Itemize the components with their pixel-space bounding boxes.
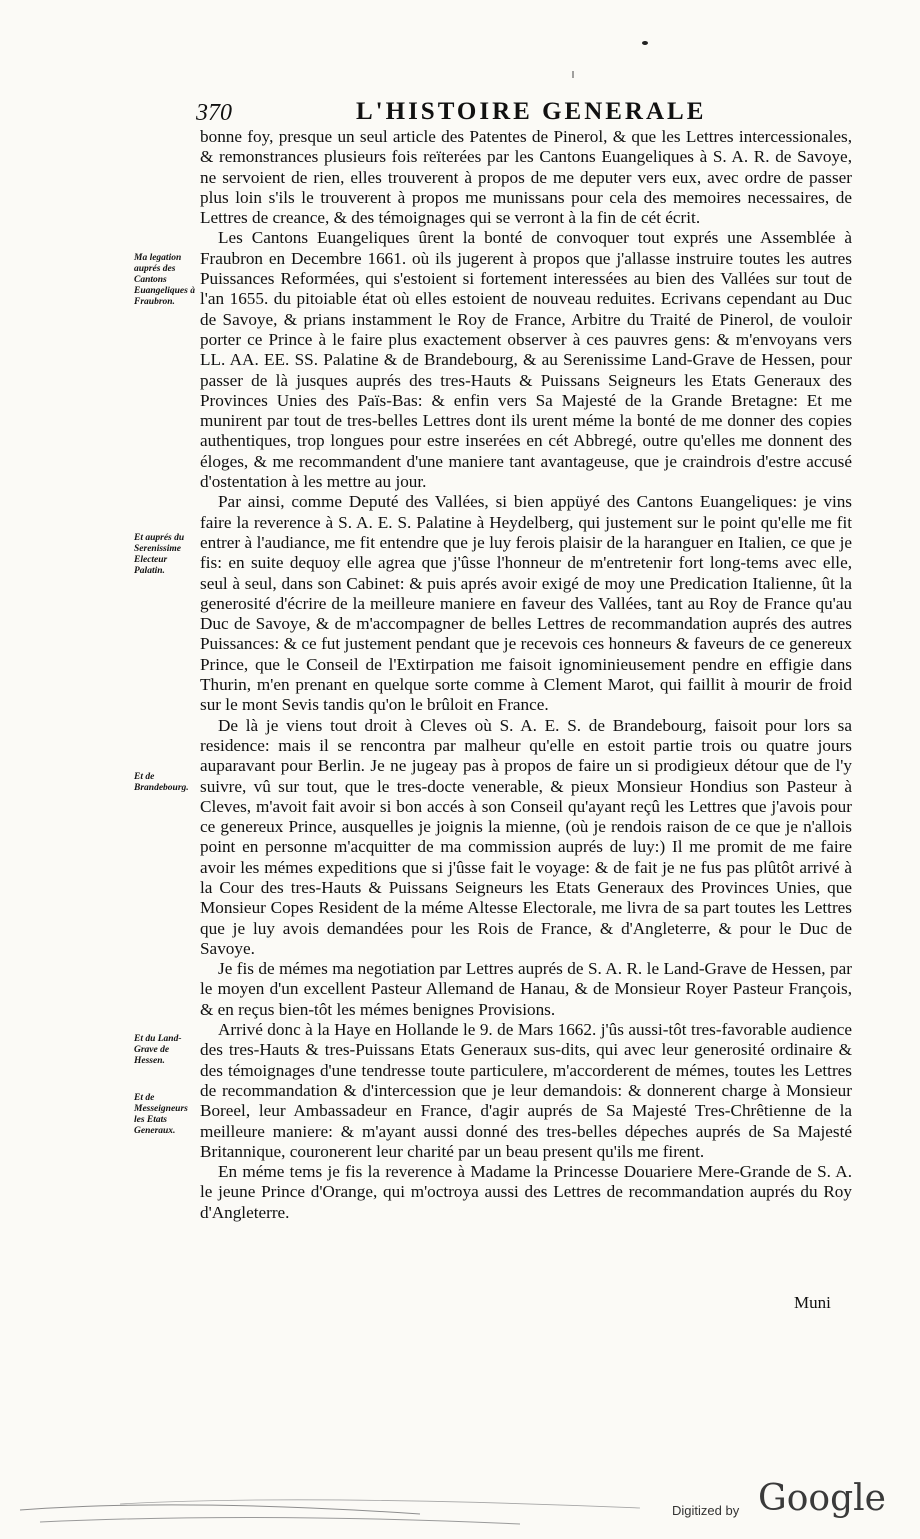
paragraph-1: bonne foy, presque un seul article des Patentes de Pinerol, & que les Lettres intercessionales, & remonstrances plusieurs fois reïterées par les Cantons Euangeliques à S. A. R. de Savoyе, ne servoient de rien, elles trouverent à propos de me deputer vers eux, avec ordre de passer plus loin s'ils le trouverent à propos me munissans pour cela des memoires necessaires, de Lettres de creance, & des témoignages qui se verront à la fin de cét écrit.: [200, 127, 852, 228]
paragraph-2: Les Cantons Euangeliques ûrent la bonté de convoquer tout exprés une Assemblée à Fraubron en Decembre 1661. où ils jugerent à propos que j'allasse instruire toutes les autres Puissances Reformées, qui s'estoient si fortement interessées au bien des Vallées sur tout de l'an 1655. du pitoiable état où elles estoient de nouveau reduites. Ecrivans cependant au Duc de Savoye, & prians instamment le Roy de France, Arbitre du Traité de Pinerol, de vouloir porter ce Prince à le faire plus exactement observer à ces pauvres gens: & m'envoyans vers LL. AA. EE. SS. Palatine & de Brandebourg, & au Serenissime Land-Grave de Hessen, pour passer de là jusques auprés des tres-Hauts & Puissans Seigneurs les Etats Generaux des Provinces Unies des Païs-Bas: & enfin vers Sa Majesté de la Grande Bretagne: Et me munirent par tout de tres-belles Lettres dont ils urent méme la bonté de me donner des copies authentiques, trop longues pour estre inserées en cét Abbregé, outre qu'elles me donnent des éloges, & me recommandent d'une maniere tant avantageuse, que je craindrois d'estre accusé d'ostentation à les mettre au jour.: [200, 228, 852, 492]
page-header: [196, 98, 856, 130]
paragraph-7: En méme tems je fis la reverence à Madame la Princesse Douariere Mere-Grande de S. A. le jeune Prince d'Orange, qui m'octroya aussi des Lettres de recommandation auprés du Roy d'Angleterre.: [200, 1162, 852, 1222]
paragraph-3: Par ainsi, comme Deputé des Vallées, si bien appüyé des Cantons Euangeliques: je vins faire la reverence à S. A. E. S. Palatine à Heydelberg, qui justement sur le point qu'elle me fit entrer à l'audiance, me fit entendre que je luy ferois plaisir de la haranguer en Italien, ce que je fis: en suite dequoy elle agrea que j'ûsse l'honneur de m'entretenir fort long-tems avec elle, seul à seul, dans son Cabinet: & puis aprés avoir exigé de moy une Predication Italienne, ût la generosité d'écrire de la meilleure maniere en faveur des Vallées, tant au Roy de France qu'au Duc de Savoye, & de m'accompagner de belles Lettres de recommandation auprés des autres Puissances: & ce fut justement pendant que je recevois ces honneurs & faveurs de ce genereux Prince, que le Conseil de l'Extirpation me faisoit ignominieusement pendre en effigie dans Thurin, m'en prenant en quelque sorte comme à Clement Marot, qui faillit à mourir de froid sur le mont Sevis tandis qu'on le brûloit en France.: [200, 492, 852, 715]
digitized-by-label: Digitized by: [672, 1503, 740, 1518]
catchword: Muni: [794, 1293, 831, 1312]
margin-note-hessen: Et du Land-Grave de Hessen.: [134, 1034, 182, 1066]
margin-note-palatin: Et auprés du Serenissime Electeur Palatin.: [134, 533, 185, 576]
page-number: 370: [196, 100, 232, 126]
body-text: [200, 127, 852, 1223]
ink-tick-icon: [570, 70, 576, 80]
running-title: L'HISTOIRE GENERALE: [356, 98, 707, 125]
google-logo: Google: [758, 1478, 886, 1519]
digitized-by-google-watermark: [672, 1478, 886, 1526]
margin-note-legation: Ma legation auprés des Cantons Euangeliques à Fraubron.: [134, 253, 195, 307]
margin-note-etats-generaux: Et de Messeigneurs les Etats Generaux.: [134, 1093, 188, 1136]
paragraph-5: Je fis de mémes ma negotiation par Lettres auprés de S. A. R. le Land-Grave de Hessen, par le moyen d'un excellent Pasteur Allemand de Hanau, & de Monsieur Royer Pasteur François, & en reçus bien-tôt les mémes benignes Provisions.: [200, 959, 852, 1019]
paragraph-6: Arrivé donc à la Haye en Hollande le 9. de Mars 1662. j'ûs aussi-tôt tres-favorable audience des tres-Hauts & tres-Puissans Etats Generaux sus-dits, qui avec leur generosité ordinaire & des témoignages d'une tendresse toute particulere, m'accorderent de mémes, toutes les Lettres de recommandation & d'intercession que je leur demandois: & donnerent charge à Monsieur Boreel, leur Ambassadeur en France, d'agir auprés de Sa Majesté Tres-Chrêtienne de la meilleure maniere: & m'ayant aussi donné des tres-belles dépeches auprés de Sa Majesté Britannique, couronerent leur charité par un beau present qu'ils me firent.: [200, 1020, 852, 1161]
ink-speck-icon: [638, 38, 652, 48]
margin-note-brandebourg: Et de Brandebourg.: [134, 772, 189, 793]
paragraph-4: De là je viens tout droit à Cleves où S. A. E. S. de Brandebourg, faisoit pour lors sa residence: mais il se rencontra par malheur qu'elle en estoit partie trois ou quatre jours auparavant pour Berlin. Je ne jugeay pas à propos de faire un si prodigieux détour que de l'y suivre, vû sur tout, que le tres-docte venerable, & pieux Monsieur Hondius son Pasteur à Cleves, m'avoit fait avoir si bon accés à son Conseil qu'ayant reçû les Lettres que j'avois pour ce genereux Prince, ausquelles je joignis la mienne, (où je rendois raison de ce que je n'allois point en personne m'acquitter de ma commission auprés de luy:) Il me promit de me faire avoir les mémes expeditions que si j'ûsse fait le voyage: & de fait je ne fus pas plûtôt arrivé à la Cour des tres-Hauts & Puissans Seigneurs les Etats Generaux des Provinces Unies, que Monsieur Copes Resident de la méme Altesse Electorale, me livra de sa part toutes les Lettres que je luy avois demandées pour les Rois de France, & d'Angleterre, & pour le Duc de Savoye.: [200, 715, 852, 958]
